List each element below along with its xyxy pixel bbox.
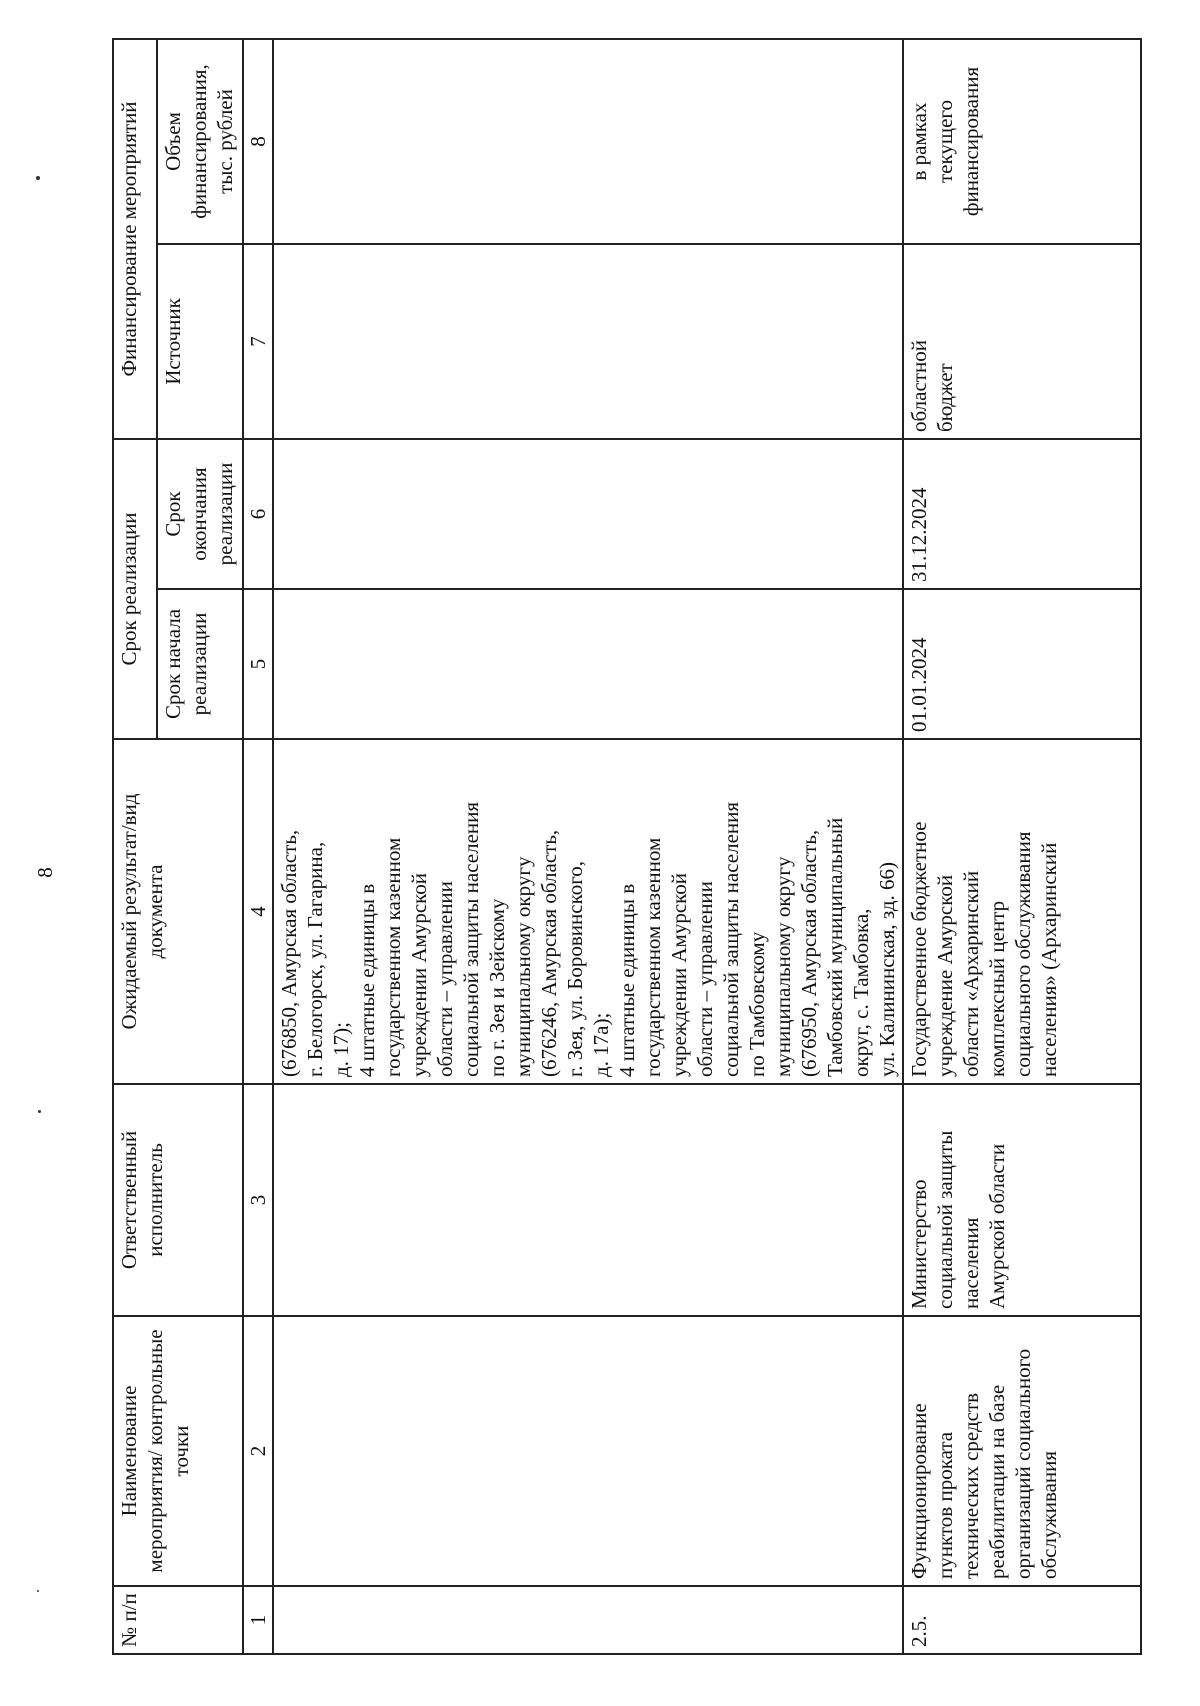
scan-speck xyxy=(38,1110,41,1113)
column-number-row xyxy=(243,39,273,1654)
row-end-date xyxy=(273,439,903,589)
header-implementation-term: Срок реализации xyxy=(113,439,157,739)
row-activity-name xyxy=(273,1316,903,1586)
action-plan-table xyxy=(112,38,1142,1655)
row-number: 2.5. xyxy=(903,1586,1141,1654)
row-end-date: 31.12.2024 xyxy=(903,439,1141,589)
header-expected-result: Ожидаемый результат/вид документа xyxy=(113,739,243,1084)
row-funding-source xyxy=(273,244,903,439)
header-end-date: Срок окончания реализации xyxy=(157,439,243,589)
table-row xyxy=(903,39,1141,1654)
row-funding-volume xyxy=(273,39,903,244)
column-number: 2 xyxy=(243,1316,273,1586)
row-expected-result: (676850, Амурская область, г. Белогорск, ул. Гагарина, д. 17); 4 штатные единицы в государственном казенном учреждении Амурской области – управлении социальной защиты населения по г. Зея и Зейскому муниципальному округу (676246, Амурская область, г. Зея, ул. Боровинского, д. 17а); 4 штатные единицы в государственном казенном учреждении Амурской области – управлении социальной защиты населения по Тамбовскому муниципальному округу (676950, Амурская область, Тамбовский муниципальный округ, с. Тамбовка, ул. Калининская, зд. 66) xyxy=(273,739,903,1084)
column-number: 1 xyxy=(243,1586,273,1654)
scan-speck xyxy=(37,1590,39,1592)
scan-speck xyxy=(36,176,40,180)
row-executor: Министерство социальной защиты населения Амурской области xyxy=(903,1084,1141,1316)
header-start-date: Срок начала реализации xyxy=(157,589,243,739)
row-number xyxy=(273,1586,903,1654)
row-activity-name: Функционирование пунктов проката технических средств реабилитации на базе организаций социального обслуживания xyxy=(903,1316,1141,1586)
row-funding-source: областной бюджет xyxy=(903,244,1141,439)
row-executor xyxy=(273,1084,903,1316)
table-row xyxy=(273,39,903,1654)
header-funding-source: Источник xyxy=(157,244,243,439)
row-start-date: 01.01.2024 xyxy=(903,589,1141,739)
row-expected-result: Государственное бюджетное учреждение Амурской области «Архаринский комплексный центр социального обслуживания населения» (Архаринский xyxy=(903,739,1141,1084)
rotated-table-sheet xyxy=(112,40,1142,1655)
header-funding-volume: Объем финансирования, тыс. рублей xyxy=(157,39,243,244)
column-number: 6 xyxy=(243,439,273,589)
header-executor: Ответственный исполнитель xyxy=(113,1084,243,1316)
row-funding-volume: в рамках текущего финансирования xyxy=(903,39,1141,244)
header-financing: Финансирование мероприятий xyxy=(113,39,157,439)
header-activity-name: Наименование мероприятия/ контрольные точки xyxy=(113,1316,243,1586)
row-start-date xyxy=(273,589,903,739)
column-number: 4 xyxy=(243,739,273,1084)
column-number: 5 xyxy=(243,589,273,739)
column-number: 7 xyxy=(243,244,273,439)
column-number: 3 xyxy=(243,1084,273,1316)
column-number: 8 xyxy=(243,39,273,244)
page-number: 8 xyxy=(32,867,57,878)
header-number: № п/п xyxy=(113,1586,243,1654)
